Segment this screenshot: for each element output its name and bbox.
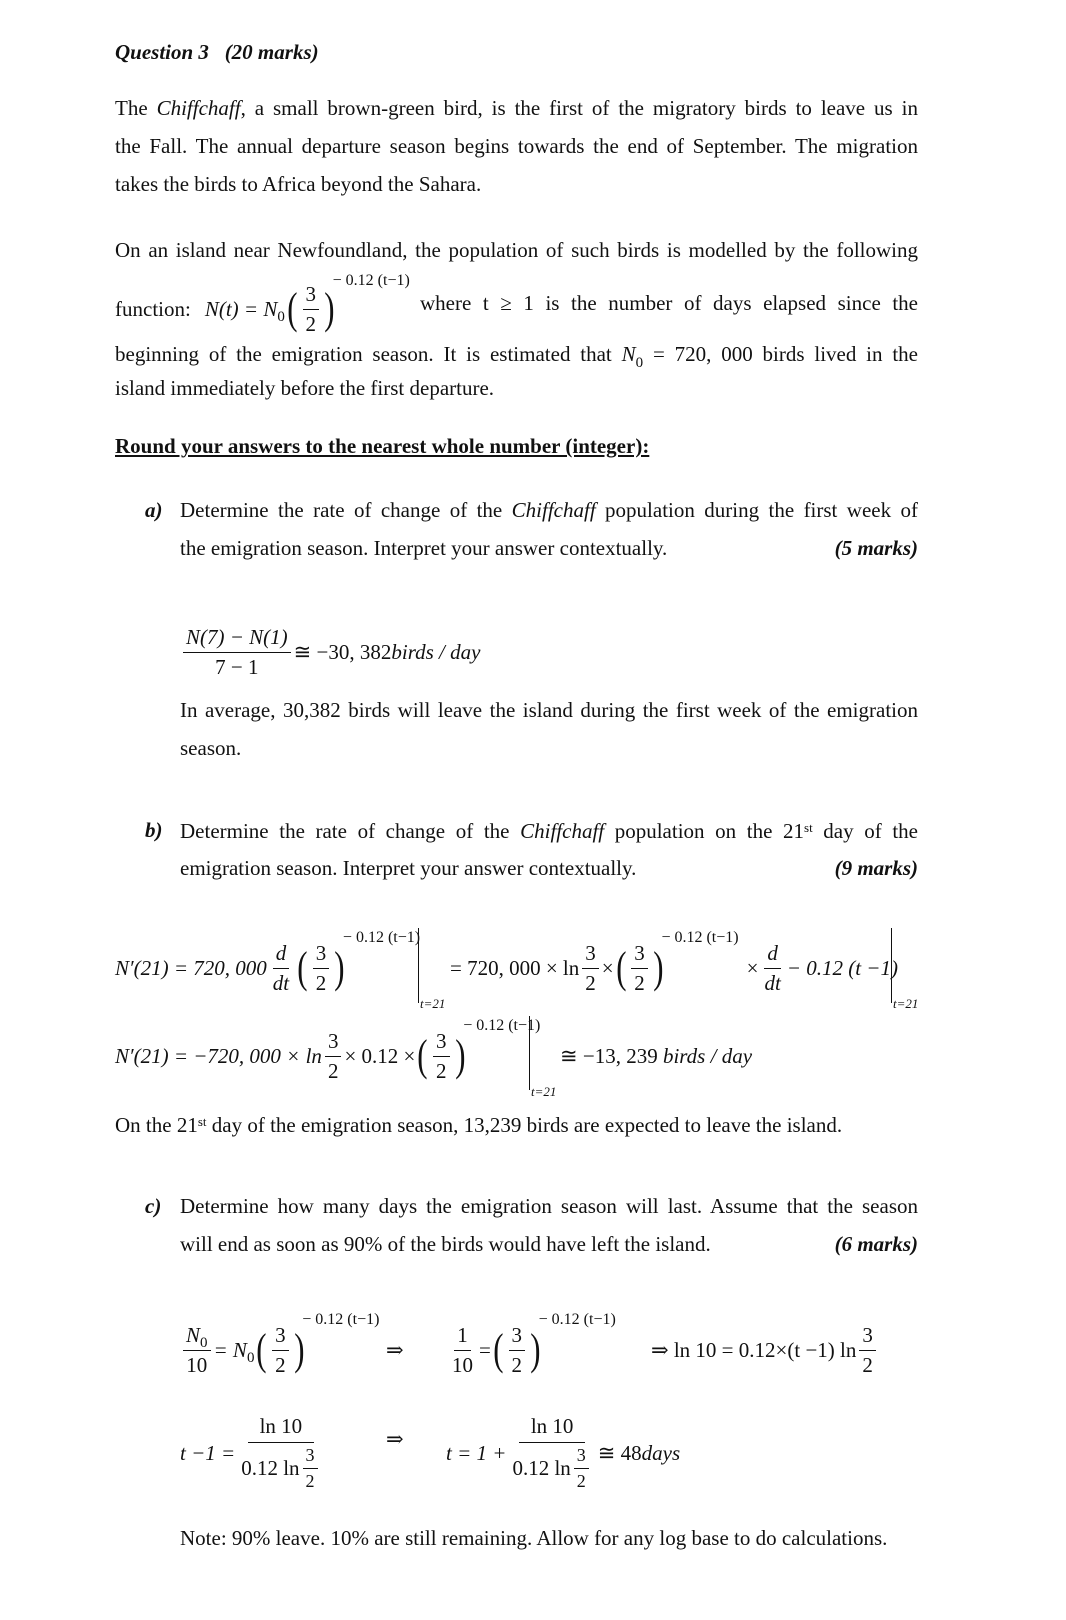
model-line-4: island immediately before the first departure. xyxy=(115,376,495,400)
implies-1: ⇒ xyxy=(386,1338,404,1362)
eval-at-1: t=21 xyxy=(420,996,446,1011)
eval-at-3: t=21 xyxy=(531,1084,557,1099)
intro-line-3: takes the birds to Africa beyond the Sahara. xyxy=(115,172,482,196)
eval-at-2: t=21 xyxy=(893,996,919,1011)
part-c-equation-1b: $\frac{1}{10}$ = ( $\frac{3}{2}$ ) − 0.12 (t−1) xyxy=(452,1311,616,1377)
eval-bar-2 xyxy=(891,928,892,1003)
base-fraction: $\frac{3}{2}$ xyxy=(303,282,320,335)
model-line-1: On an island near Newfoundland, the population of such birds is modelled by the following xyxy=(115,238,918,262)
part-a-marks: (5 marks) xyxy=(834,536,918,560)
implies-2: ⇒ xyxy=(386,1427,404,1451)
part-c-question-line-2: will end as soon as 90% of the birds would have left the island. xyxy=(180,1232,711,1256)
bird-name: Chiffchaff xyxy=(156,96,241,120)
average-rate-fraction: $\frac{N(7) - N(1)}{7 - 1}$ xyxy=(183,625,291,678)
part-c-equation-2a: t −1 = ln 10 0.12 ln $\frac{3}{2}$ xyxy=(180,1408,327,1498)
function-lhs: N(t) = N xyxy=(204,296,278,321)
eval-bar-1 xyxy=(418,928,419,1003)
model-function: function: N(t) = N 0 ( $\frac{3}{2}$ ) − 0.12 (t−1) xyxy=(115,272,410,336)
part-b-equation-2: N′(21) = −720, 000 × ln $\frac{3}{2}$ × 0.12 × ( $\frac{3}{2}$ ) − 0.12 (t−1) xyxy=(115,1017,541,1083)
part-c-marks: (6 marks) xyxy=(834,1232,918,1256)
part-a-interpretation-2: season. xyxy=(180,736,242,760)
function-exponent: − 0.12 (t−1) xyxy=(332,272,410,289)
part-a-interpretation-1: In average, 30,382 birds will leave the island during the first week of the emigration xyxy=(180,698,918,722)
part-a-question-line-1: Determine the rate of change of the Chiffchaff population during the first week of xyxy=(180,498,918,522)
rounding-note: Round your answers to the nearest whole number (integer): xyxy=(115,434,650,458)
part-c-label: c) xyxy=(145,1194,162,1218)
part-c-result: ≅ 48 xyxy=(597,1440,642,1465)
intro-line-2: the Fall. The annual departure season begins towards the end of September. The migration xyxy=(115,134,918,158)
right-paren: ) xyxy=(324,284,335,333)
part-c-unit: days xyxy=(641,1440,681,1465)
question-marks: (20 marks) xyxy=(224,40,319,64)
part-b-label: b) xyxy=(145,818,163,842)
derivative-lhs: N′(21) = 720, 000 xyxy=(115,955,267,980)
part-a-equation xyxy=(180,622,480,682)
part-b-question-line-1: Determine the rate of change of the Chiffchaff population on the 21st day of the xyxy=(180,819,918,843)
part-c-equation-2b: t = 1 + ln 10 0.12 ln $\frac{3}{2}$ ≅ 48 days xyxy=(446,1414,681,1492)
function-label: function: xyxy=(115,296,191,321)
model-line-3: beginning of the emigration season. It is estimated that $N_0 = 720$, 000 birds lived in the xyxy=(115,342,918,371)
model-where-text: where t ≥ 1 is the number of days elapsed since the xyxy=(420,291,918,315)
part-a-unit: birds / day xyxy=(391,639,481,664)
part-b-equation-1: N′(21) = 720, 000 $\frac{d}{dt}$ ( $\frac{3}{2}$ ) − 0.12 (t−1) xyxy=(115,929,421,995)
intro-line-1: The Chiffchaff, a small brown-green bird, is the first of the migratory birds to leave us in xyxy=(115,96,918,120)
part-c-question-line-1: Determine how many days the emigration season will last. Assume that the season xyxy=(180,1194,918,1218)
part-b-marks: (9 marks) xyxy=(834,856,918,880)
part-c-equation-1a: $\frac{N_0}{10}$ = N 0 ( $\frac{3}{2}$ ) − 0.12 (t−1) xyxy=(180,1312,383,1388)
question-title: Question 3 xyxy=(115,40,209,64)
part-c-equation-1c: ⇒ ln 10 = 0.12×(t −1) ln $\frac{3}{2}$ xyxy=(651,1312,879,1388)
question-header xyxy=(115,40,319,65)
part-a-question-line-2: the emigration season. Interpret your answer contextually. xyxy=(180,536,668,560)
part-c-note: Note: 90% leave. 10% are still remaining. Allow for any log base to do calculations. xyxy=(180,1526,888,1550)
part-b-question-line-2: emigration season. Interpret your answer contextually. xyxy=(180,856,637,880)
part-b-interpretation: On the 21st day of the emigration season, 13,239 birds are expected to leave the island. xyxy=(115,1113,843,1137)
part-b-equation-1-rhs: = 720, 000 × ln $\frac{3}{2}$ × ( $\frac{3}{2}$ ) − 0.12 (t−1) × $\frac{d}{dt}$ − 0.12 (t −1) xyxy=(450,929,898,995)
left-paren: ( xyxy=(287,284,298,333)
part-a-label: a) xyxy=(145,498,163,522)
d-dt-operator: $\frac{d}{dt}$ xyxy=(272,941,290,995)
part-b-result: ≅ −13, 239 birds / day xyxy=(560,1044,753,1068)
part-a-result: ≅ −30, 382 xyxy=(293,639,392,664)
eval-bar-3 xyxy=(529,1016,530,1090)
